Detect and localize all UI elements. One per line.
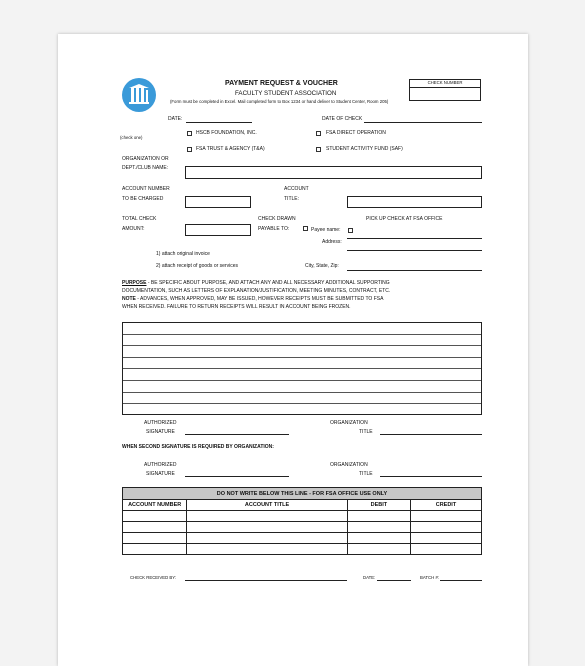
authorized-label-2: SIGNATURE xyxy=(146,429,175,435)
authorized-label-4: SIGNATURE xyxy=(146,471,175,477)
check-one-label: (check one) xyxy=(120,135,143,140)
footer-date-field[interactable] xyxy=(377,580,411,581)
authorized-label-1: AUTHORIZED xyxy=(144,420,177,426)
org-title-field-1[interactable] xyxy=(380,434,482,435)
note-label: NOTE xyxy=(122,296,136,302)
saf-checkbox[interactable] xyxy=(316,147,321,152)
purpose-line-1 xyxy=(122,280,390,286)
signature-field-1[interactable] xyxy=(185,434,289,435)
col-account-title: ACCOUNT TITLE xyxy=(187,500,347,511)
fsa-direct-checkbox[interactable] xyxy=(316,131,321,136)
org-label-2: DEPT./CLUB NAME: xyxy=(122,165,169,171)
form-subtitle: FACULTY STUDENT ASSOCIATION xyxy=(235,90,337,97)
pickup-checkbox[interactable] xyxy=(348,228,353,233)
check-number-box[interactable] xyxy=(409,79,481,101)
date-field[interactable] xyxy=(186,122,252,123)
payable-checkbox[interactable] xyxy=(303,226,308,231)
college-logo-icon xyxy=(122,78,156,112)
purpose-text-1: - BE SPECIFIC ABOUT PURPOSE, AND ATTACH ANY AND ALL NECESSARY ADDITIONAL SUPPORTING xyxy=(146,280,390,286)
hscb-checkbox[interactable] xyxy=(187,131,192,136)
fsa-office-table xyxy=(122,487,482,555)
account-title-field[interactable] xyxy=(347,196,482,208)
note-text: - ADVANCES, WHEN APPROVED, MAY BE ISSUED, HOWEVER RECEIPTS MUST BE SUBMITTED TO FSA xyxy=(135,296,384,302)
batch-field[interactable] xyxy=(440,580,482,581)
form-title: PAYMENT REQUEST & VOUCHER xyxy=(225,80,338,87)
account-number-label-2: TO BE CHARGED xyxy=(122,196,164,202)
city-field[interactable] xyxy=(347,270,482,271)
purpose-description-area[interactable] xyxy=(122,322,482,415)
form-note: (Form must be completed in Excel. Mail completed form to Box 1234 or hand deliver to Student Center, Room 205) xyxy=(170,99,389,104)
table-row[interactable] xyxy=(123,533,482,544)
fsa-banner: DO NOT WRITE BELOW THIS LINE - FOR FSA OFFICE USE ONLY xyxy=(123,488,482,500)
date-of-check-field[interactable] xyxy=(364,122,482,123)
footer-date-label: DATE: xyxy=(363,575,376,580)
city-label: City, State, Zip: xyxy=(305,263,339,269)
note-line xyxy=(122,296,383,302)
authorized-label-3: AUTHORIZED xyxy=(144,462,177,468)
total-check-label-1: TOTAL CHECK xyxy=(122,216,157,222)
col-debit: DEBIT xyxy=(347,500,410,511)
account-title-label-1: ACCOUNT xyxy=(284,186,309,192)
col-credit: CREDIT xyxy=(410,500,481,511)
col-account-number: ACCOUNT NUMBER xyxy=(123,500,187,511)
check-received-label: CHECK RECEIVED BY: xyxy=(130,575,177,580)
saf-label: STUDENT ACTIVITY FUND (SAF) xyxy=(326,146,403,152)
purpose-label: PURPOSE xyxy=(122,280,147,286)
total-amount-field[interactable] xyxy=(185,224,251,236)
fsa-trust-checkbox[interactable] xyxy=(187,147,192,152)
address-label: Address: xyxy=(322,239,342,245)
table-row[interactable] xyxy=(123,544,482,555)
check-drawn-label-1: CHECK DRAWN xyxy=(258,216,296,222)
batch-label: BATCH #: xyxy=(420,575,440,580)
table-row[interactable] xyxy=(123,522,482,533)
payee-field[interactable] xyxy=(347,238,482,239)
total-check-label-2: AMOUNT: xyxy=(122,226,145,232)
payee-label: Payee name: xyxy=(311,227,341,233)
date-label: DATE: xyxy=(168,116,183,122)
check-drawn-label-2: PAYABLE TO: xyxy=(258,226,290,232)
date-of-check-label: DATE OF CHECK xyxy=(322,116,363,122)
table-row[interactable] xyxy=(123,511,482,522)
attach-receipt-label: 2) attach receipt of goods or services xyxy=(156,263,238,269)
org-title-label-4: TITLE xyxy=(359,471,373,477)
attach-invoice-label: 1) attach original invoice xyxy=(156,251,210,257)
fsa-direct-label: FSA DIRECT OPERATION xyxy=(326,130,386,136)
hscb-label: HSCB FOUNDATION, INC. xyxy=(196,130,257,136)
check-number-label: CHECK NUMBER xyxy=(410,80,480,88)
account-number-label-1: ACCOUNT NUMBER xyxy=(122,186,170,192)
fsa-trust-label: FSA TRUST & AGENCY (T&A) xyxy=(196,146,265,152)
voucher-page xyxy=(58,34,528,666)
org-title-label-2: TITLE xyxy=(359,429,373,435)
note-text-2: WHEN RECEIVED. FAILURE TO RETURN RECEIPTS WILL RESULT IN ACCOUNT BEING FROZEN. xyxy=(122,304,351,310)
account-title-label-2: TITLE: xyxy=(284,196,300,202)
account-number-field[interactable] xyxy=(185,196,251,208)
org-label-1: ORGANIZATION OR xyxy=(122,156,169,162)
address-field[interactable] xyxy=(347,250,482,251)
second-signature-label: WHEN SECOND SIGNATURE IS REQUIRED BY ORGANIZATION: xyxy=(122,444,274,450)
org-title-field-2[interactable] xyxy=(380,476,482,477)
org-name-field[interactable] xyxy=(185,166,482,179)
org-title-label-3: ORGANIZATION xyxy=(330,462,368,468)
signature-field-2[interactable] xyxy=(185,476,289,477)
check-received-field[interactable] xyxy=(185,580,347,581)
org-title-label-1: ORGANIZATION xyxy=(330,420,368,426)
pickup-label: PICK UP CHECK AT FSA OFFICE xyxy=(366,216,443,222)
purpose-text-2: DOCUMENTATION, SUCH AS LETTERS OF EXPLANATION/JUSTIFICATION, MEETING MINUTES, CONTRACT, ETC. xyxy=(122,288,391,294)
